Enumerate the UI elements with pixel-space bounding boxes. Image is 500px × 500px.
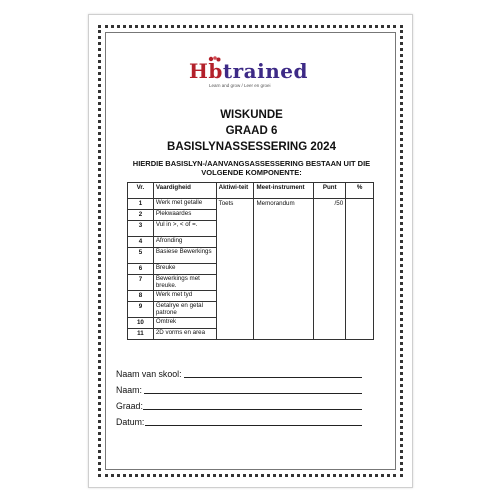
instrument-cell: Memorandum bbox=[254, 199, 314, 340]
header-skill: Vaardigheid bbox=[153, 183, 216, 199]
row-number: 3 bbox=[128, 221, 154, 237]
header-points: Punt bbox=[314, 183, 346, 199]
row-skill: Vul in >, < of =. bbox=[153, 221, 216, 237]
row-number: 9 bbox=[128, 302, 154, 318]
points-cell: /50 bbox=[314, 199, 346, 340]
grade-field[interactable] bbox=[116, 401, 143, 411]
row-skill: Breuke bbox=[153, 264, 216, 275]
header-percent: % bbox=[346, 183, 374, 199]
logo-text-rest: trained bbox=[222, 59, 308, 83]
row-number: 8 bbox=[128, 291, 154, 302]
row-skill: Werk met getalle bbox=[153, 199, 216, 210]
row-number: 10 bbox=[128, 318, 154, 329]
row-skill: 2D vorms en area bbox=[153, 329, 216, 340]
row-skill: Getalrye en getal patrone bbox=[153, 302, 216, 318]
name-label: Naam: bbox=[116, 385, 142, 395]
grade-label: Graad: bbox=[116, 401, 143, 411]
school-label: Naam van skool: bbox=[116, 369, 182, 379]
intro-text: HIERDIE BASISLYN-/AANVANGSASSESSERING BESTAAN UIT DIE VOLGENDE KOMPONENTE: bbox=[132, 159, 371, 177]
row-skill: Basiese Bewerkings bbox=[153, 248, 216, 264]
school-field[interactable] bbox=[116, 369, 182, 379]
row-number: 7 bbox=[128, 275, 154, 291]
row-skill: Afronding bbox=[153, 237, 216, 248]
row-number: 4 bbox=[128, 237, 154, 248]
header-number: Vr. bbox=[128, 183, 154, 199]
logo-text-hb: Hb bbox=[189, 59, 223, 83]
header-instrument: Meet-instrument bbox=[254, 183, 314, 199]
components-table bbox=[127, 182, 374, 340]
percent-cell bbox=[346, 199, 374, 340]
logo-tagline: Learn and grow / Leer en groei bbox=[209, 83, 271, 88]
row-number: 5 bbox=[128, 248, 154, 264]
table-row bbox=[128, 199, 374, 210]
school-line[interactable] bbox=[184, 369, 362, 378]
row-skill: Plekwaardes bbox=[153, 210, 216, 221]
row-skill: Omtrek bbox=[153, 318, 216, 329]
name-line[interactable] bbox=[144, 385, 362, 394]
header-activity: Aktiwi-teit bbox=[216, 183, 254, 199]
row-number: 1 bbox=[128, 199, 154, 210]
document-page bbox=[88, 14, 413, 488]
date-line[interactable] bbox=[145, 417, 362, 426]
grade-line[interactable] bbox=[143, 401, 362, 410]
grade-title: GRAAD 6 bbox=[225, 125, 278, 137]
activity-cell: Toets bbox=[216, 199, 254, 340]
row-skill: Werk met tyd bbox=[153, 291, 216, 302]
row-number: 6 bbox=[128, 264, 154, 275]
row-number: 11 bbox=[128, 329, 154, 340]
name-field[interactable] bbox=[116, 385, 142, 395]
row-skill: Bewerkings met breuke. bbox=[153, 275, 216, 291]
hbtrained-logo bbox=[189, 59, 309, 99]
date-field[interactable] bbox=[116, 417, 144, 427]
subject-title: WISKUNDE bbox=[220, 109, 283, 121]
date-label: Datum: bbox=[116, 417, 145, 427]
table-header-row bbox=[128, 183, 374, 199]
assessment-title: BASISLYNASSESSERING 2024 bbox=[167, 141, 336, 153]
row-number: 2 bbox=[128, 210, 154, 221]
